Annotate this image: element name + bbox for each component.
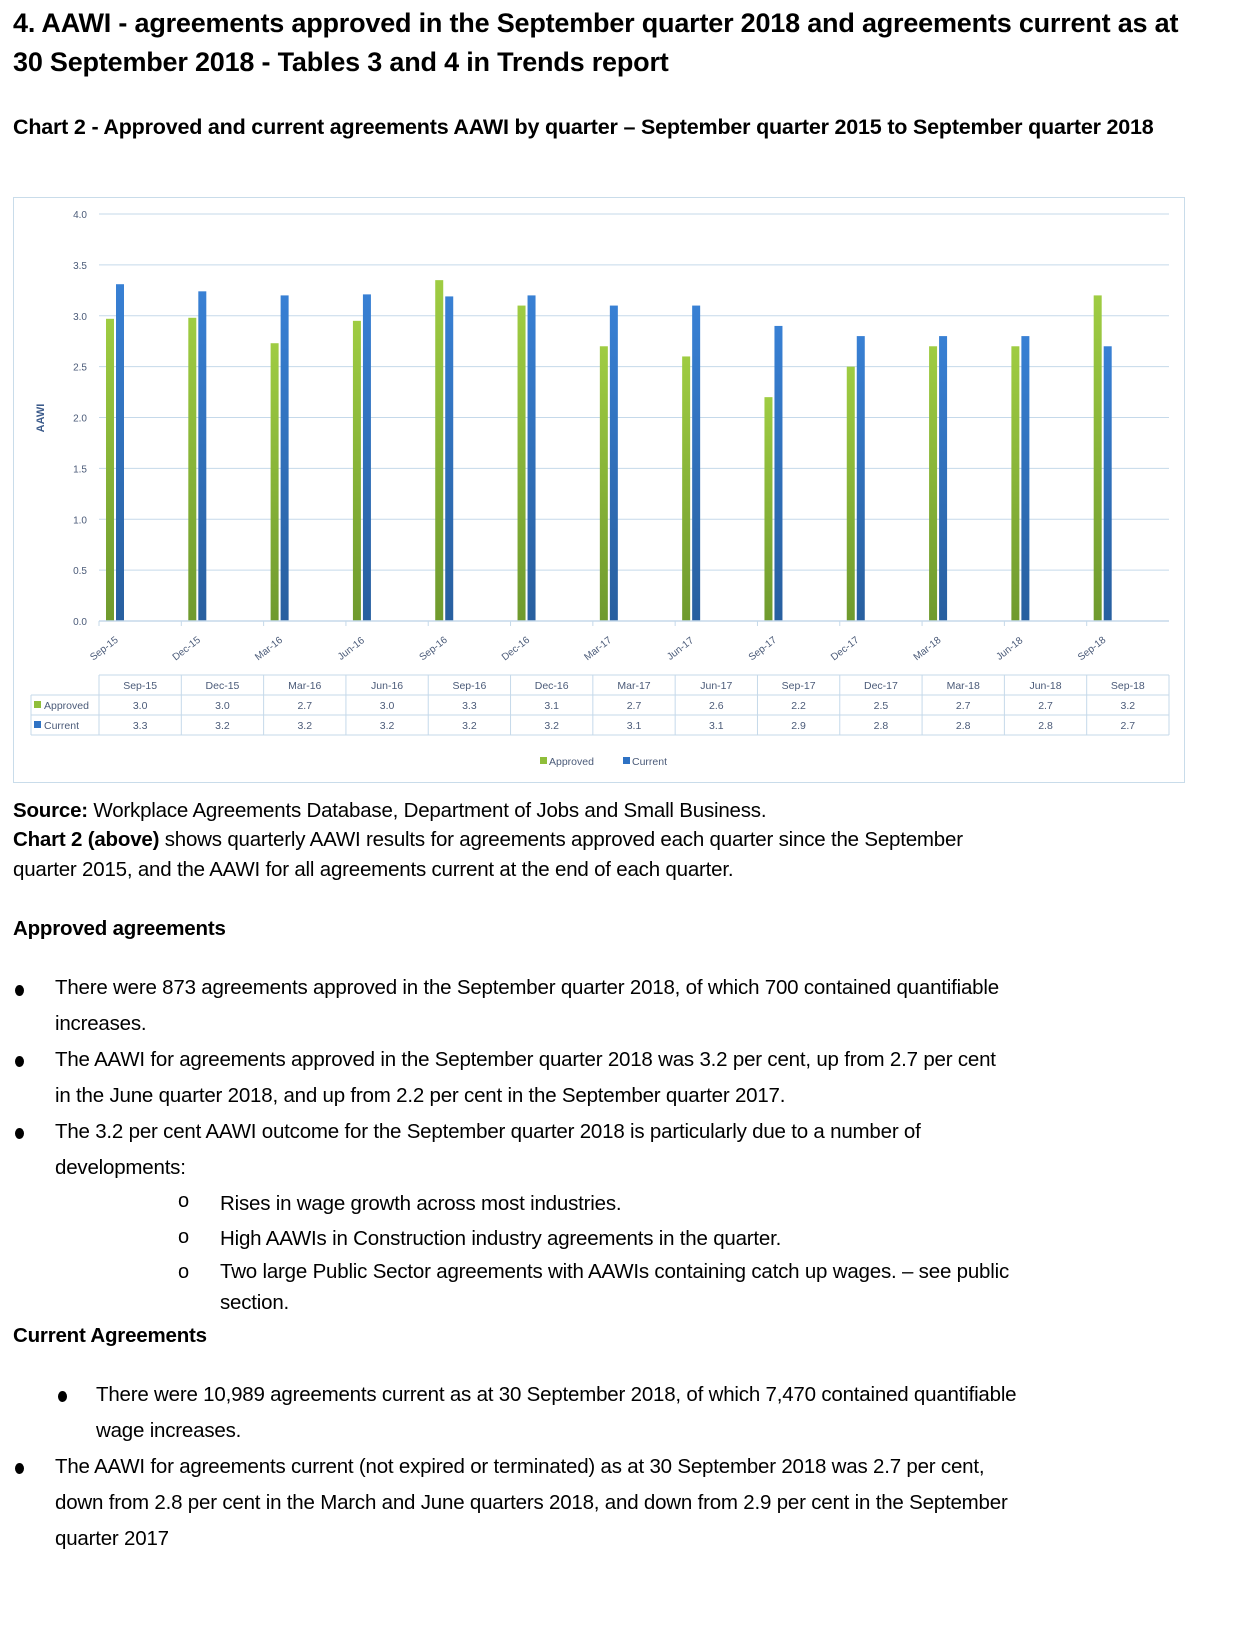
current-bullet-1: [96, 1377, 1016, 1449]
bar-current: [692, 306, 700, 621]
bar-approved: [106, 319, 114, 621]
source-line: [13, 796, 766, 826]
section-heading: 4. AAWI - agreements approved in the September quarter 2018 and agreements current as at 30 September 2018 - Tables 3 and 4 in Trends report: [13, 8, 1179, 77]
x-axis-ticks: [88, 621, 1169, 663]
table-value-cell: 2.8: [1038, 720, 1053, 732]
bar-current: [445, 296, 453, 621]
table-value-cell: 3.0: [215, 700, 230, 712]
bar-approved: [518, 306, 526, 621]
table-value-cell: 2.7: [955, 700, 971, 712]
x-tick-label: Sep-18: [1076, 634, 1109, 664]
bar-approved: [1011, 346, 1019, 621]
bar-approved: [929, 346, 937, 621]
x-tick-label: Sep-17: [746, 634, 780, 664]
table-value-cell: 3.1: [626, 720, 642, 732]
bullet-icon: [15, 1463, 24, 1474]
chart-title-text: - Approved and current agreements AAWI by quarter – September quarter 2015 to September quarter 2018: [85, 115, 1154, 139]
bar-current: [528, 295, 536, 621]
table-value-cell: 3.3: [462, 700, 477, 712]
legend-label: Approved: [549, 756, 594, 768]
source-label: Source:: [13, 799, 88, 822]
table-value-cell: 3.2: [462, 720, 477, 732]
bar-current: [198, 291, 206, 621]
y-axis-ticks: [73, 210, 87, 628]
table-value-cell: 3.1: [709, 720, 724, 732]
bullet-text: increases.: [55, 1012, 147, 1035]
table-value-cell: 3.2: [1120, 700, 1136, 712]
table-value-cell: 2.9: [791, 720, 806, 732]
y-tick-label: 3.5: [73, 260, 87, 272]
table-value-cell: 2.8: [955, 720, 971, 732]
sub-bullet-icon: o: [178, 1226, 190, 1248]
data-table: [31, 675, 1169, 735]
current-bullet-2: [55, 1449, 1008, 1557]
bullet-text: wage increases.: [96, 1419, 242, 1442]
bar-approved: [435, 280, 443, 621]
x-tick-label: Jun-17: [665, 635, 697, 663]
x-tick-label: Mar-16: [253, 634, 285, 664]
table-value-cell: 2.2: [791, 700, 806, 712]
legend-label: Current: [632, 756, 668, 768]
chart-title: [13, 111, 1173, 143]
bullet-text: Two large Public Sector agreements with AAWIs containing catch up wages. – see public: [220, 1260, 1009, 1283]
legend-swatch-approved: [34, 701, 41, 708]
bar-approved: [764, 397, 772, 621]
x-tick-label: Dec-16: [499, 634, 533, 664]
description-label: Chart 2 (above): [13, 828, 160, 851]
table-value-cell: 2.8: [873, 720, 889, 732]
table-value-cell: 2.6: [709, 700, 724, 712]
bar-current: [939, 336, 947, 621]
table-header-cell: Dec-16: [534, 680, 569, 692]
x-tick-label: Jun-18: [994, 635, 1026, 663]
bar-current: [281, 295, 289, 621]
y-axis-label: AAWI: [35, 403, 47, 433]
table-value-cell: 3.0: [132, 700, 148, 712]
x-tick-label: Mar-18: [911, 634, 944, 664]
bar-current: [1021, 336, 1029, 621]
table-value-cell: 3.0: [379, 700, 395, 712]
y-tick-label: 1.0: [73, 515, 87, 527]
x-tick-label: Sep-15: [88, 634, 121, 664]
bullet-icon: [58, 1391, 67, 1402]
approved-sub-bullet-3: [220, 1256, 1009, 1318]
bullet-text: There were 873 agreements approved in the September quarter 2018, of which 700 contained quantifiable: [55, 976, 999, 999]
x-tick-label: Sep-16: [417, 634, 450, 664]
table-value-cell: 2.5: [873, 700, 889, 712]
sub-bullet-icon: o: [178, 1261, 190, 1283]
approved-sub-bullet-1: Rises in wage growth across most industries.: [220, 1192, 622, 1215]
table-header-cell: Sep-17: [781, 680, 816, 692]
bar-current: [610, 306, 618, 621]
table-header-cell: Sep-16: [452, 680, 487, 692]
legend-swatch: [540, 757, 547, 764]
bullet-text: developments:: [55, 1156, 186, 1179]
bullet-text: down from 2.8 per cent in the March and June quarters 2018, and down from 2.9 per cent in the September: [55, 1491, 1008, 1514]
bullet-icon: [15, 1056, 24, 1067]
aawi-bar-chart: [14, 198, 1184, 782]
bullet-text: quarter 2017: [55, 1527, 169, 1550]
current-heading: Current Agreements: [13, 1324, 207, 1347]
approved-sub-bullet-2: High AAWIs in Construction industry agreements in the quarter.: [220, 1227, 782, 1250]
bullet-icon: [15, 1128, 24, 1139]
table-value-cell: 3.3: [132, 720, 148, 732]
table-value-cell: 2.7: [297, 700, 313, 712]
table-value-cell: 3.2: [297, 720, 313, 732]
table-header-cell: Sep-15: [123, 680, 158, 692]
bullet-text: section.: [220, 1291, 290, 1314]
bar-current: [1104, 346, 1112, 621]
y-tick-label: 2.5: [73, 362, 87, 374]
approved-bullet-3: [55, 1114, 921, 1186]
bullet-icon: [15, 985, 24, 996]
x-tick-label: Jun-16: [335, 635, 367, 663]
description-text-1: shows quarterly AAWI results for agreements approved each quarter since the September: [159, 828, 963, 851]
sub-bullet-icon: o: [178, 1190, 190, 1212]
y-tick-label: 1.5: [73, 464, 87, 476]
table-value-cell: 2.7: [626, 700, 642, 712]
bar-approved: [1094, 295, 1102, 621]
table-header-cell: Dec-17: [863, 680, 898, 692]
gridlines: [99, 214, 1169, 621]
bar-approved: [682, 356, 690, 621]
approved-bullet-1: [55, 970, 999, 1042]
table-header-cell: Jun-16: [371, 680, 404, 692]
bullet-text: There were 10,989 agreements current as at 30 September 2018, of which 7,470 contained quantifiable: [96, 1383, 1017, 1406]
table-value-cell: 2.7: [1120, 720, 1136, 732]
bar-approved: [188, 318, 196, 621]
table-value-cell: 2.7: [1038, 700, 1053, 712]
table-value-cell: 3.2: [215, 720, 230, 732]
x-tick-label: Mar-17: [582, 634, 615, 664]
description-line-2: quarter 2015, and the AAWI for all agreements current at the end of each quarter.: [13, 858, 734, 881]
source-text: Workplace Agreements Database, Department of Jobs and Small Business.: [87, 799, 767, 822]
legend: [540, 756, 667, 768]
y-tick-label: 3.0: [73, 311, 87, 323]
approved-heading: Approved agreements: [13, 917, 226, 940]
table-header-cell: Jun-17: [700, 680, 733, 692]
y-tick-label: 2.0: [73, 413, 87, 425]
table-header-cell: Mar-17: [617, 680, 651, 692]
bar-current: [363, 294, 371, 621]
table-value-cell: 3.2: [544, 720, 559, 732]
bullet-text: The AAWI for agreements approved in the September quarter 2018 was 3.2 per cent, up from 2.7 per cent: [55, 1048, 996, 1071]
description-line-1: [13, 825, 963, 855]
x-tick-label: Dec-17: [829, 634, 862, 664]
approved-bullet-2: [55, 1042, 996, 1114]
legend-swatch: [623, 757, 630, 764]
bar-approved: [600, 346, 608, 621]
table-value-cell: 3.1: [544, 700, 559, 712]
y-tick-label: 4.0: [73, 210, 87, 221]
y-tick-label: 0.5: [73, 566, 87, 578]
bar-current: [774, 326, 782, 621]
bar-approved: [271, 343, 279, 621]
x-tick-label: Dec-15: [170, 634, 203, 664]
bar-approved: [353, 321, 361, 621]
bullet-text: in the June quarter 2018, and up from 2.2 per cent in the September quarter 2017.: [55, 1084, 786, 1107]
table-header-cell: Mar-16: [288, 680, 322, 692]
bullet-text: The AAWI for agreements current (not expired or terminated) as at 30 September 2018 was 2.7 per cent,: [55, 1455, 985, 1478]
chart-title-prefix: Chart 2: [13, 115, 86, 139]
table-row-label: Approved: [44, 700, 89, 712]
chart-container: [13, 197, 1185, 783]
y-tick-label: 0.0: [73, 617, 87, 628]
legend-swatch-current: [34, 721, 41, 728]
table-header-cell: Sep-18: [1110, 680, 1145, 692]
bar-current: [857, 336, 865, 621]
table-header-cell: Dec-15: [205, 680, 240, 692]
bar-current: [116, 284, 124, 621]
bar-approved: [847, 367, 855, 621]
table-header-cell: Mar-18: [946, 680, 980, 692]
table-row-label: Current: [44, 720, 80, 732]
table-value-cell: 3.2: [379, 720, 395, 732]
bullet-text: The 3.2 per cent AAWI outcome for the September quarter 2018 is particularly due to a number of: [55, 1120, 921, 1143]
table-header-cell: Jun-18: [1029, 680, 1062, 692]
